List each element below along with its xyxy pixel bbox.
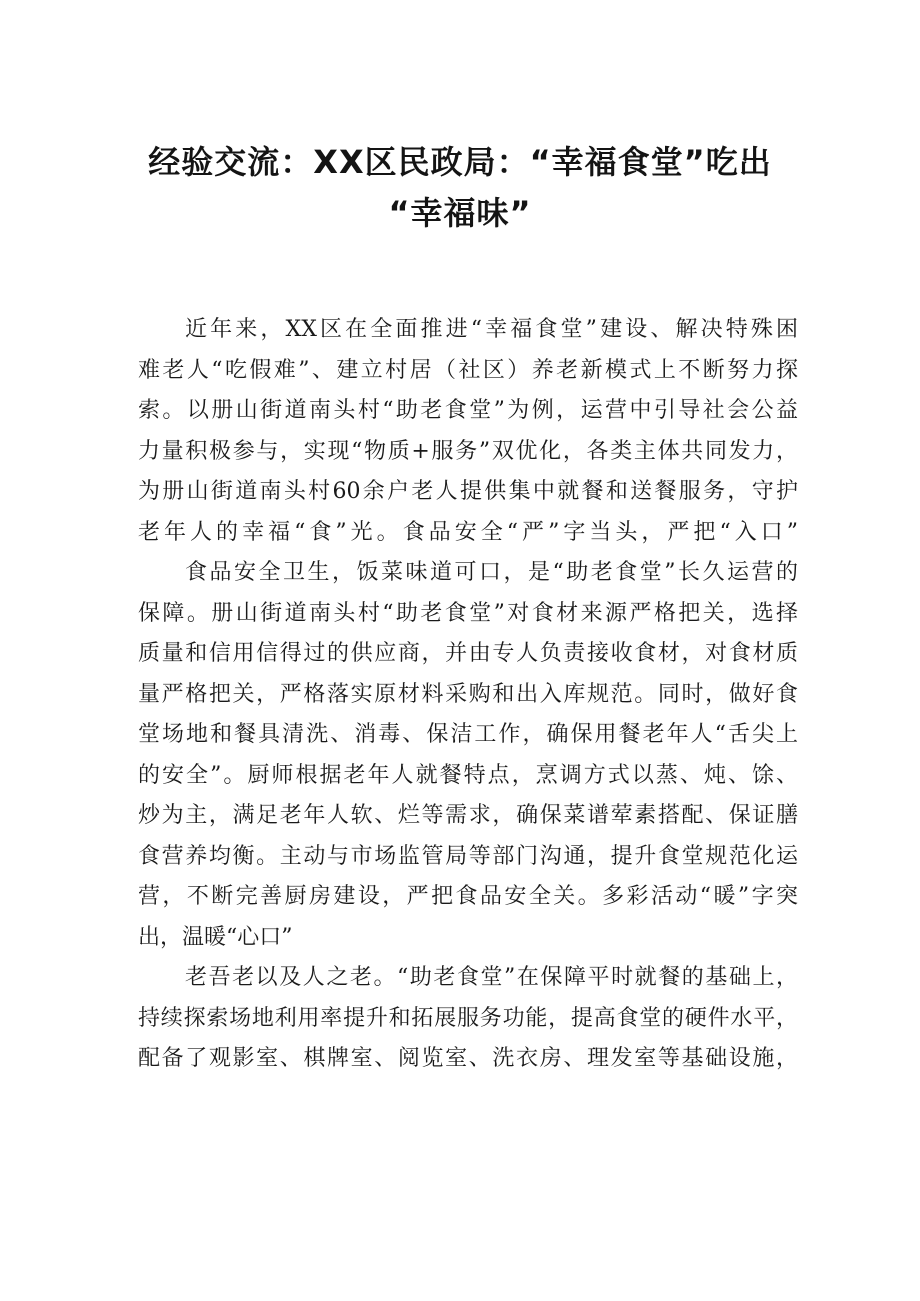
paragraph-line: 力量积极参与，实现“物质+服务”双优化，各类主体共同发力， (138, 438, 798, 464)
paragraph-line: 质量和信用信得过的供应商，并由专人负责接收食材，对食材质 (138, 641, 798, 666)
paragraph-line: 近年来，XX区在全面推进“幸福食堂”建设、解决特殊困 (185, 317, 798, 342)
document-body (138, 310, 798, 1080)
paragraph-line: 食品安全卫生，饭菜味道可口，是“助老食堂”长久运营的 (185, 560, 798, 585)
paragraph-line: 炒为主，满足老年人软、烂等需求，确保菜谱荤素搭配、保证膳 (138, 803, 798, 828)
paragraph-line: 量严格把关，严格落实原材料采购和出入库规范。同时，做好食 (138, 681, 798, 707)
paragraph-line: 出，温暖“心口” (138, 924, 293, 950)
paragraph-line: 配备了观影室、棋牌室、阅览室、洗衣房、理发室等基础设施， (138, 1046, 798, 1071)
paragraph-line: 老年人的幸福“食”光。食品安全“严”字当头，严把“入口” (138, 519, 798, 545)
document-title-line-2: “幸福味” (388, 194, 532, 232)
paragraph-line: 索。以册山街道南头村“助老食堂”为例，运营中引导社会公益 (138, 398, 798, 423)
paragraph-line: 的安全”。厨师根据老年人就餐特点，烹调方式以蒸、炖、馀、 (138, 762, 798, 788)
paragraph-line: 持续探索场地利用率提升和拓展服务功能，提高食堂的硬件水平， (138, 1005, 798, 1031)
document-title-line-1: 经验交流：XX区民政局：“幸福食堂”吃出 (148, 143, 772, 181)
paragraph-line: 难老人“吃假难”、建立村居（社区）养老新模式上不断努力探 (138, 357, 798, 383)
paragraph-line: 保障。册山街道南头村“助老食堂”对食材来源严格把关，选择 (138, 600, 798, 626)
paragraph-line: 食营养均衡。主动与市场监管局等部门沟通，提升食堂规范化运 (138, 843, 798, 869)
paragraph-line: 为册山街道南头村60余户老人提供集中就餐和送餐服务，守护 (138, 479, 798, 504)
paragraph-line: 老吾老以及人之老。“助老食堂”在保障平时就餐的基础上， (185, 965, 798, 990)
paragraph-line: 堂场地和餐具清洗、消毒、保洁工作，确保用餐老年人“舌尖上 (138, 722, 798, 747)
paragraph-line: 营，不断完善厨房建设，严把食品安全关。多彩活动“暖”字突 (138, 884, 798, 909)
